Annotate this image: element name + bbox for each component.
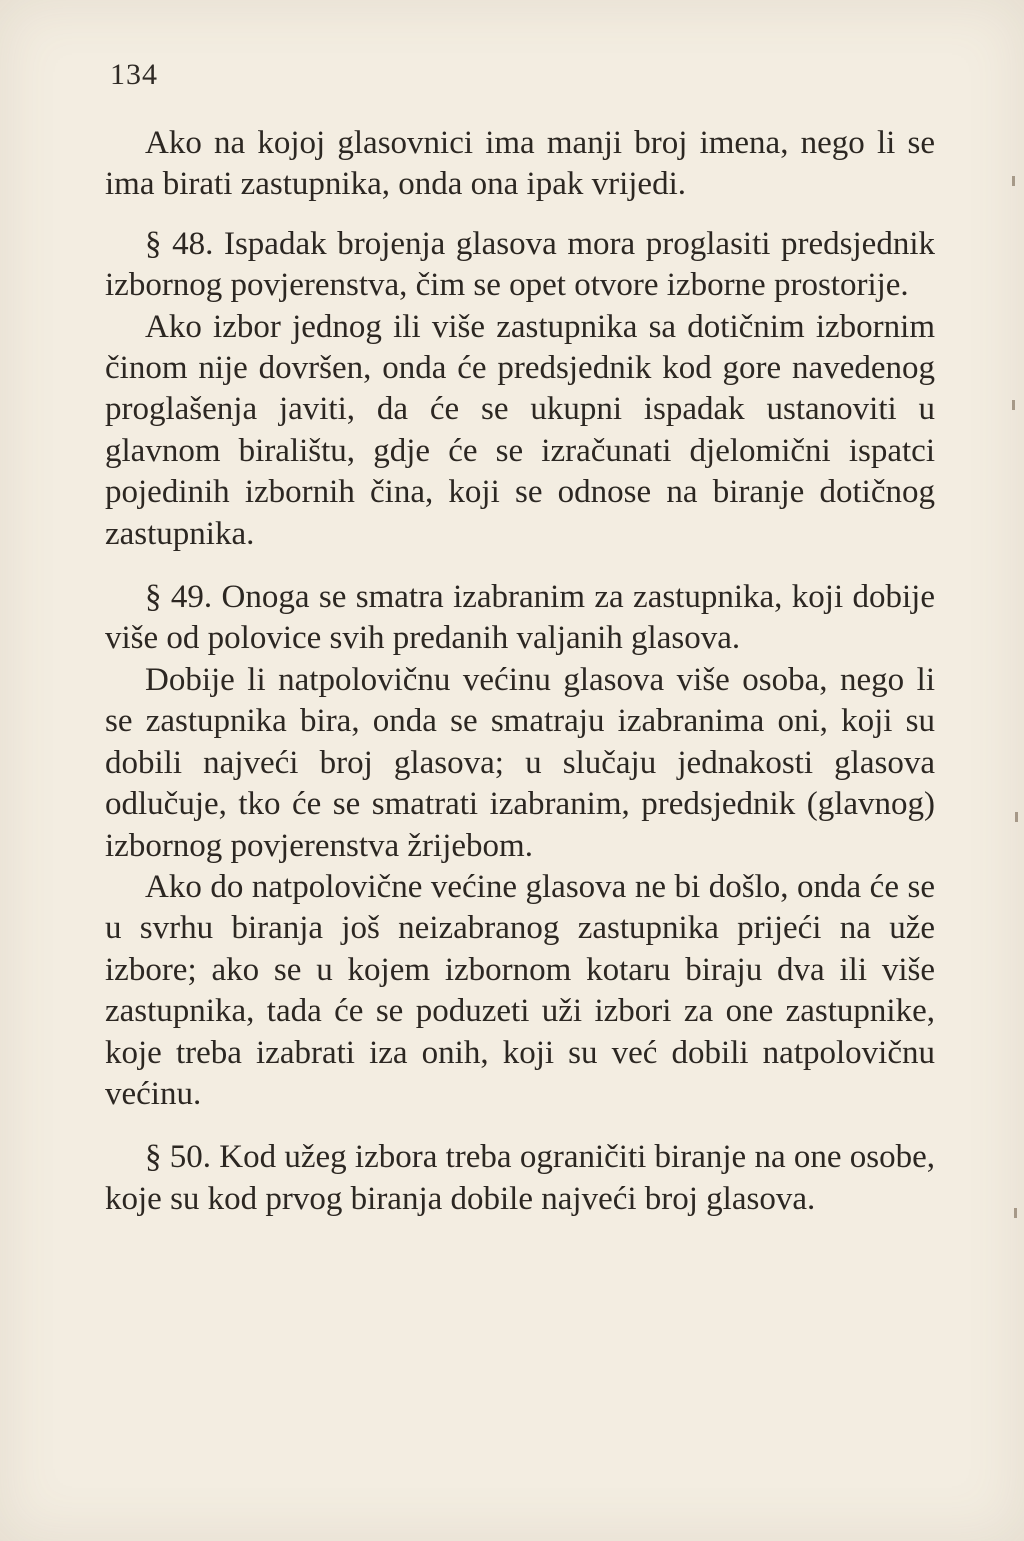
paragraph-3: Ako izbor jednog ili više zastupnika sa dotičnim izbornim činom nije dovršen, onda će predsjednik kod gore navedenog proglašenja javiti, da će se ukupni ispadak ustanoviti u glavnom biralištu, gdje će se izračunati djelomični ispatci pojedinih izbornih čina, koji se odnose na biranje dotičnog zastupnika.	[105, 308, 935, 552]
margin-ink-mark	[1015, 812, 1018, 822]
paragraph-section-50: § 50. Kod užeg izbora treba ograničiti biranje na one osobe, koje su kod prvog biranja dobile najveći broj glasova.	[105, 1139, 935, 1217]
paragraph-5: Dobije li natpolovičnu većinu glasova više osoba, nego li se zastupnika bira, onda se smatraju izabranima oni, koji su dobili najveći broj glasova; u slučaju jednakosti glasova odlučuje, tko će se smatrati izabranim, predsjednik (glavnog) izbornog povjerenstva žrijebom.	[105, 661, 935, 864]
paragraph-1: Ako na kojoj glasovnici ima manji broj imena, nego li se ima birati zastupnika, onda ona ipak vrijedi.	[105, 125, 935, 203]
margin-ink-mark	[1014, 1208, 1017, 1218]
paragraph-section-49: § 49. Onoga se smatra izabranim za zastupnika, koji dobije više od polovice svih predanih valjanih glasova.	[105, 579, 935, 657]
paragraph-section-48: § 48. Ispadak brojenja glasova mora proglasiti predsjednik izbornog povjerenstva, čim se opet otvore izborne prostorije.	[105, 225, 935, 304]
body-text	[105, 123, 935, 1220]
paragraph-6: Ako do natpolovične većine glasova ne bi došlo, onda će se u svrhu biranja još neizabranog zastupnika prijeći na uže izbore; ako se u kojem izbornom kotaru biraju dva ili više zastupnika, tada će se poduzeti uži izbori za one zastupnike, koje treba izabrati iza onih, koji su već dobili natpolovičnu većinu.	[105, 868, 935, 1112]
page-number: 134	[110, 58, 158, 91]
margin-ink-mark	[1012, 176, 1015, 186]
margin-ink-mark	[1012, 400, 1015, 410]
